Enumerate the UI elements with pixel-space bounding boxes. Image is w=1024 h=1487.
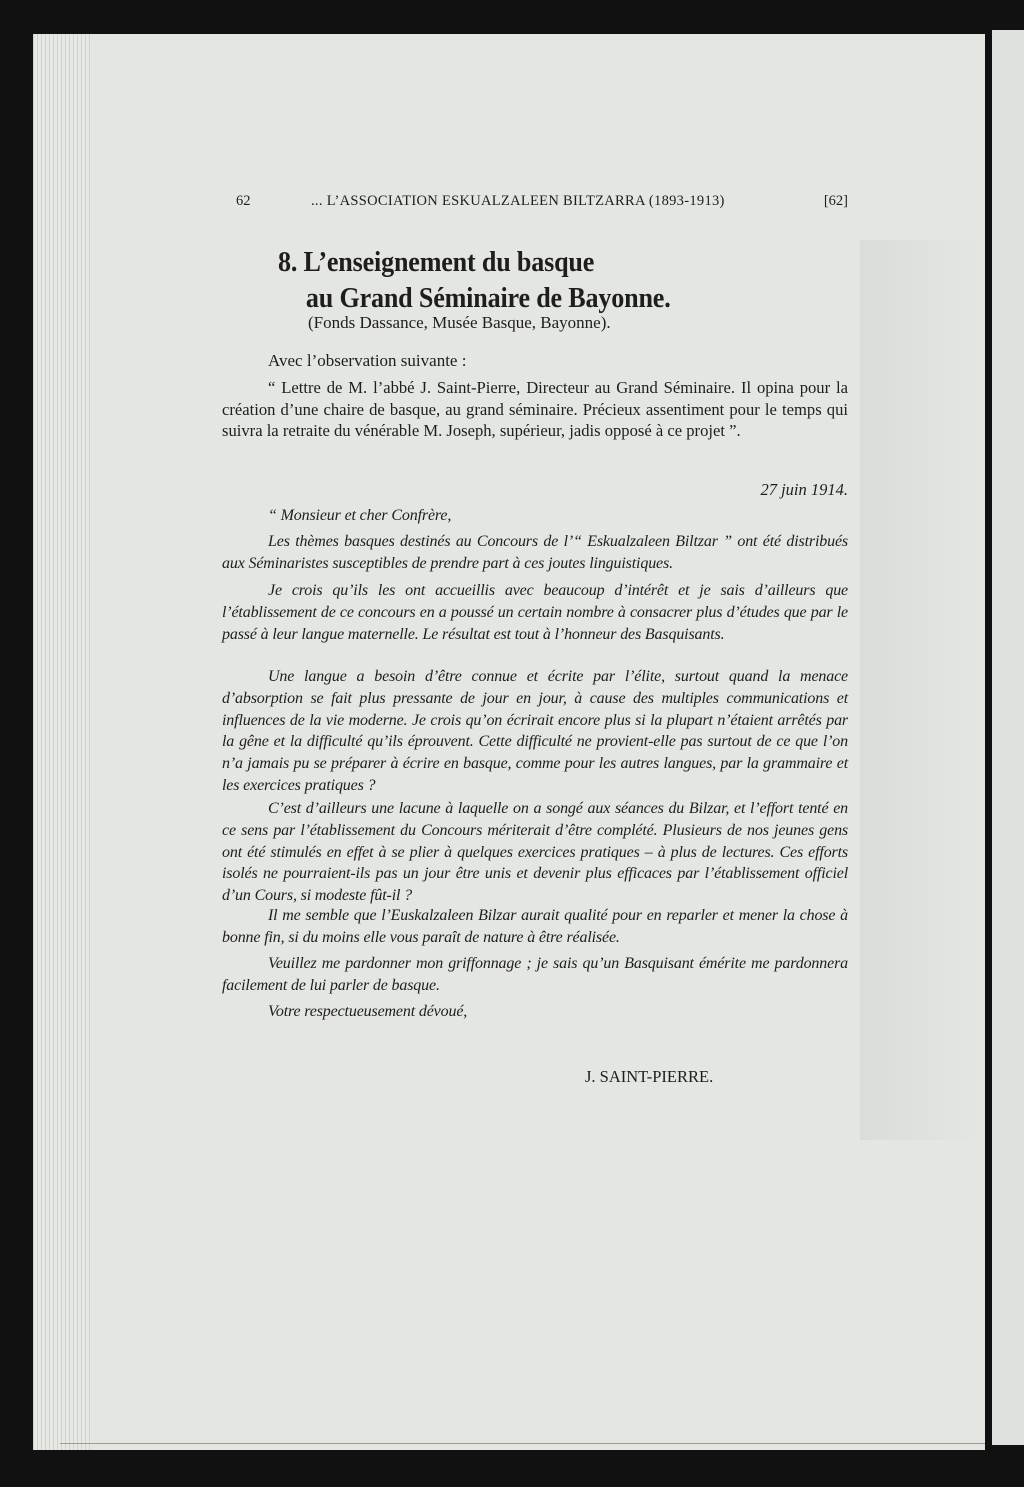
letter-paragraph: Les thèmes basques destinés au Concours de l’“ Eskualzaleen Biltzar ” ont été distribués aux Séminaristes susceptibles de prendre part à ces joutes linguistiques. (222, 533, 848, 572)
section-title-line2: au Grand Séminaire de Bayonne. (305, 282, 671, 314)
letter-date: 27 juin 1914. (760, 480, 848, 499)
letter-paragraph: Il me semble que l’Euskalzaleen Bilzar aurait qualité pour en reparler et mener la chose à bonne fin, si du moins elle vous paraît de nature à être réalisée. (222, 907, 848, 946)
facing-page-edge (992, 30, 1024, 1445)
source-note: (Fonds Dassance, Musée Basque, Bayonne). (308, 313, 611, 332)
letter-paragraph: Une langue a besoin d’être connue et écrite par l’élite, surtout quand la menace d’absorption se fait plus pressante de jour en jour, à cause des multiples communications et influences de la vie moderne. Je crois qu’on écrirait encore plus si la plupart n’étaient arrêtés par la gêne et la difficulté qu’ils éprouvent. Cette difficulté ne provient-elle pas surtout de ce que l’on n’a jamais pu se préparer à écrire en basque, comme pour les autres langues, par la grammaire et les exercices pratiques ? (222, 668, 848, 794)
bracket-page-number: [62] (823, 193, 848, 209)
section-title-line1: 8. L’enseignement du basque (278, 246, 595, 278)
letter-paragraph: Veuillez me pardonner mon griffonnage ; je sais qu’un Basquisant émérite me pardonnera facilement de lui parler de basque. (222, 955, 848, 994)
letter-closing: Votre respectueusement dévoué, (268, 1003, 468, 1020)
intro-line: Avec l’observation suivante : (268, 351, 467, 370)
letter-salutation: “ Monsieur et cher Confrère, (268, 507, 452, 524)
running-title: ... L’ASSOCIATION ESKUALZALEEN BILTZARRA (1893-1913) (311, 193, 725, 209)
page-bottom-edge (60, 1443, 985, 1444)
letter-paragraph: Je crois qu’ils les ont accueillis avec beaucoup d’intérêt et je sais d’ailleurs que l’établissement de ce concours en a poussé un certain nombre à consacrer plus d’études que par le passé à leur langue maternelle. Le résultat est tout à l’honneur des Basquisants. (222, 582, 848, 643)
show-through (860, 240, 980, 1140)
letter-signature: J. SAINT-PIERRE. (585, 1067, 714, 1086)
page-edges (33, 34, 91, 1450)
observation-paragraph: “ Lettre de M. l’abbé J. Saint-Pierre, Directeur au Grand Séminaire. Il opina pour la création d’une chaire de basque, au grand séminaire. Précieux assentiment pour le temps qui suivra la retraite du vénérable M. Joseph, supérieur, jadis opposé à ce projet ”. (222, 378, 848, 441)
letter-paragraph: C’est d’ailleurs une lacune à laquelle on a songé aux séances du Bilzar, et l’effort tenté en ce sens par l’établissement du Concours mériterait d’être complété. Plusieurs de nos jeunes gens ont été stimulés en effet à se plier à quelques exercices pratiques – à plus de lectures. Ces efforts isolés ne pourraient-ils pas un jour être unis et devenir plus efficaces par l’établissement officiel d’un Cours, si modeste fût-il ? (222, 800, 848, 905)
section-title (278, 244, 671, 316)
page-number: 62 (236, 193, 251, 209)
